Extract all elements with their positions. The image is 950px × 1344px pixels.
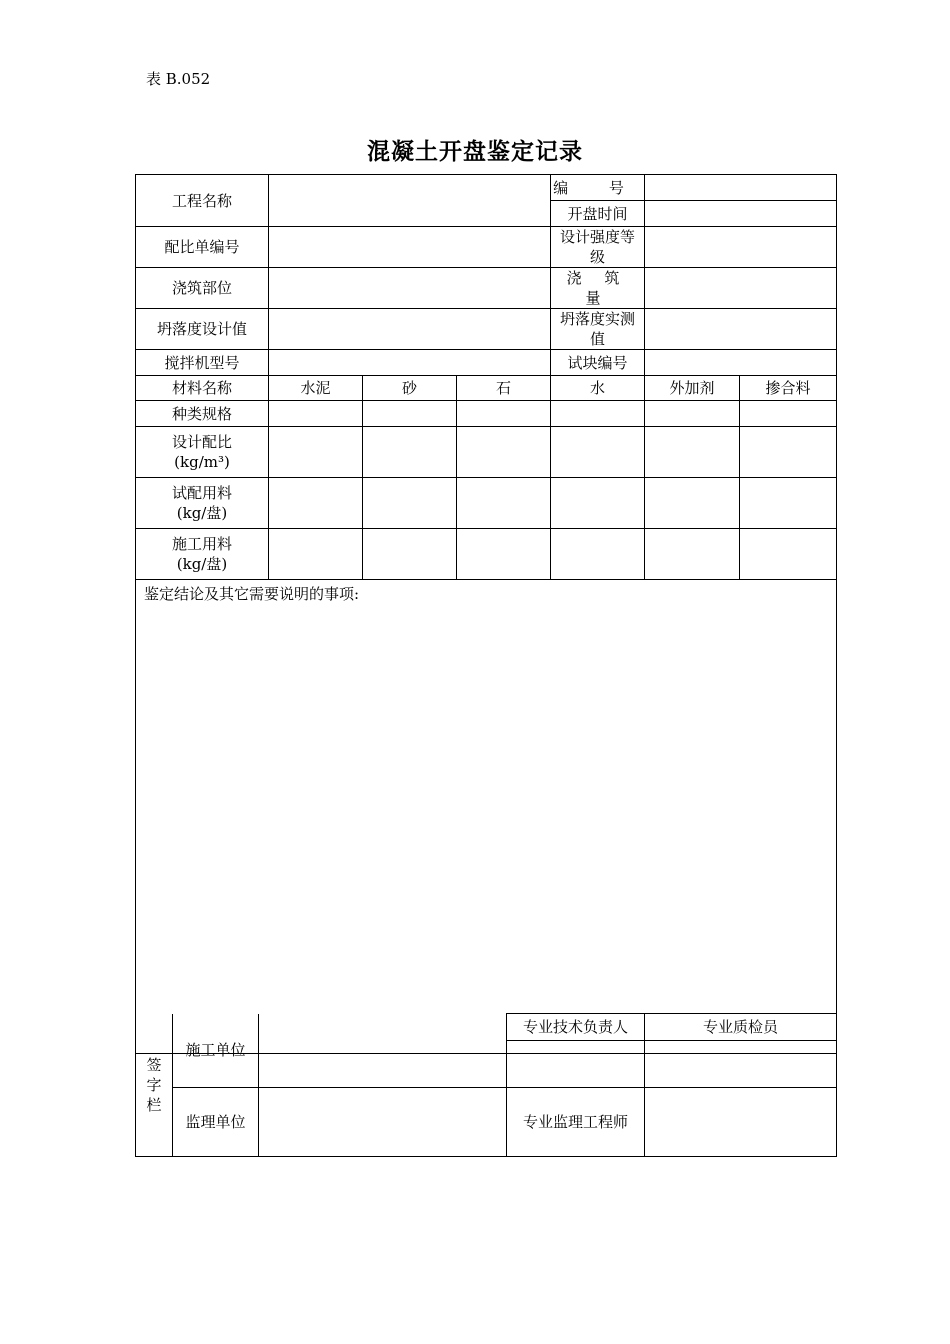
slump-design-label: 坍落度设计值 — [136, 309, 269, 350]
construction-unit-label: 施工单位 — [173, 1014, 259, 1088]
material-cell[interactable] — [457, 478, 551, 529]
material-cell[interactable] — [457, 401, 551, 427]
material-cell[interactable] — [363, 478, 457, 529]
design-strength-label: 设计强度等级 — [551, 227, 645, 268]
pour-volume-field[interactable] — [645, 268, 837, 309]
material-cell[interactable] — [363, 427, 457, 478]
sig-char: 签 — [146, 1055, 162, 1074]
material-cell[interactable] — [740, 427, 837, 478]
remarks-label: 鉴定结论及其它需要说明的事项: — [144, 585, 360, 603]
row-unit-text: (kg/盘) — [176, 504, 228, 522]
start-time-field[interactable] — [645, 201, 837, 227]
supervision-unit-field[interactable] — [259, 1088, 507, 1157]
material-column-stone: 石 — [457, 376, 551, 401]
quality-inspector-label: 专业质检员 — [645, 1014, 837, 1041]
row-label-text: 试配用料 — [171, 484, 232, 502]
mixer-model-label: 搅拌机型号 — [136, 350, 269, 376]
material-column-sand: 砂 — [363, 376, 457, 401]
sig-char: 字 — [146, 1075, 162, 1094]
signature-section-label — [136, 1014, 173, 1157]
material-cell[interactable] — [269, 401, 363, 427]
material-column-water: 水 — [551, 376, 645, 401]
tech-lead-label: 专业技术负责人 — [507, 1014, 645, 1041]
material-cell[interactable] — [645, 401, 740, 427]
form-code: 表 B.052 — [146, 70, 211, 88]
material-cell[interactable] — [740, 529, 837, 580]
material-cell[interactable] — [645, 478, 740, 529]
material-cell[interactable] — [740, 478, 837, 529]
row-label-construction-mix — [136, 529, 269, 580]
start-time-label: 开盘时间 — [551, 201, 645, 227]
slump-design-field[interactable] — [269, 309, 551, 350]
pour-location-label: 浇筑部位 — [136, 268, 269, 309]
material-cell[interactable] — [457, 529, 551, 580]
mixer-model-field[interactable] — [269, 350, 551, 376]
project-name-label: 工程名称 — [136, 175, 269, 227]
pour-volume-label: 浇 筑 量 — [551, 268, 645, 309]
material-cell[interactable] — [363, 529, 457, 580]
row-unit-text: (kg/m³) — [174, 453, 230, 471]
material-name-label: 材料名称 — [136, 376, 269, 401]
supervision-unit-label: 监理单位 — [173, 1088, 259, 1157]
serial-field[interactable] — [645, 175, 837, 201]
material-cell[interactable] — [269, 427, 363, 478]
sig-char: 栏 — [146, 1095, 162, 1114]
construction-unit-field[interactable] — [259, 1014, 507, 1088]
material-cell[interactable] — [457, 427, 551, 478]
row-label-type-spec: 种类规格 — [136, 401, 269, 427]
material-cell[interactable] — [551, 478, 645, 529]
material-column-cement: 水泥 — [269, 376, 363, 401]
material-cell[interactable] — [551, 529, 645, 580]
signature-table — [135, 1013, 837, 1157]
serial-label: 编 号 — [551, 175, 645, 201]
page-title: 混凝土开盘鉴定记录 — [367, 138, 583, 165]
slump-measured-field[interactable] — [645, 309, 837, 350]
row-label-text: 设计配比 — [171, 433, 232, 451]
remarks-area[interactable] — [136, 580, 837, 1054]
quality-inspector-signature[interactable] — [645, 1041, 837, 1088]
specimen-no-field[interactable] — [645, 350, 837, 376]
slump-measured-label: 坍落度实测值 — [551, 309, 645, 350]
row-label-design-ratio — [136, 427, 269, 478]
record-table — [135, 174, 837, 1054]
project-name-field[interactable] — [269, 175, 551, 227]
supervision-engineer-signature[interactable] — [645, 1088, 837, 1157]
material-cell[interactable] — [269, 529, 363, 580]
specimen-no-label: 试块编号 — [551, 350, 645, 376]
material-cell[interactable] — [551, 427, 645, 478]
tech-lead-signature[interactable] — [507, 1041, 645, 1088]
design-strength-field[interactable] — [645, 227, 837, 268]
material-cell[interactable] — [645, 427, 740, 478]
mix-sheet-no-field[interactable] — [269, 227, 551, 268]
row-label-trial-mix — [136, 478, 269, 529]
mix-sheet-no-label: 配比单编号 — [136, 227, 269, 268]
material-cell[interactable] — [645, 529, 740, 580]
row-unit-text: (kg/盘) — [176, 555, 228, 573]
material-cell[interactable] — [269, 478, 363, 529]
material-column-mineral-additive: 掺合料 — [740, 376, 837, 401]
pour-location-field[interactable] — [269, 268, 551, 309]
material-cell[interactable] — [363, 401, 457, 427]
supervision-engineer-label: 专业监理工程师 — [507, 1088, 645, 1157]
material-cell[interactable] — [551, 401, 645, 427]
row-label-text: 施工用料 — [171, 535, 232, 553]
material-cell[interactable] — [740, 401, 837, 427]
material-column-admixture: 外加剂 — [645, 376, 740, 401]
